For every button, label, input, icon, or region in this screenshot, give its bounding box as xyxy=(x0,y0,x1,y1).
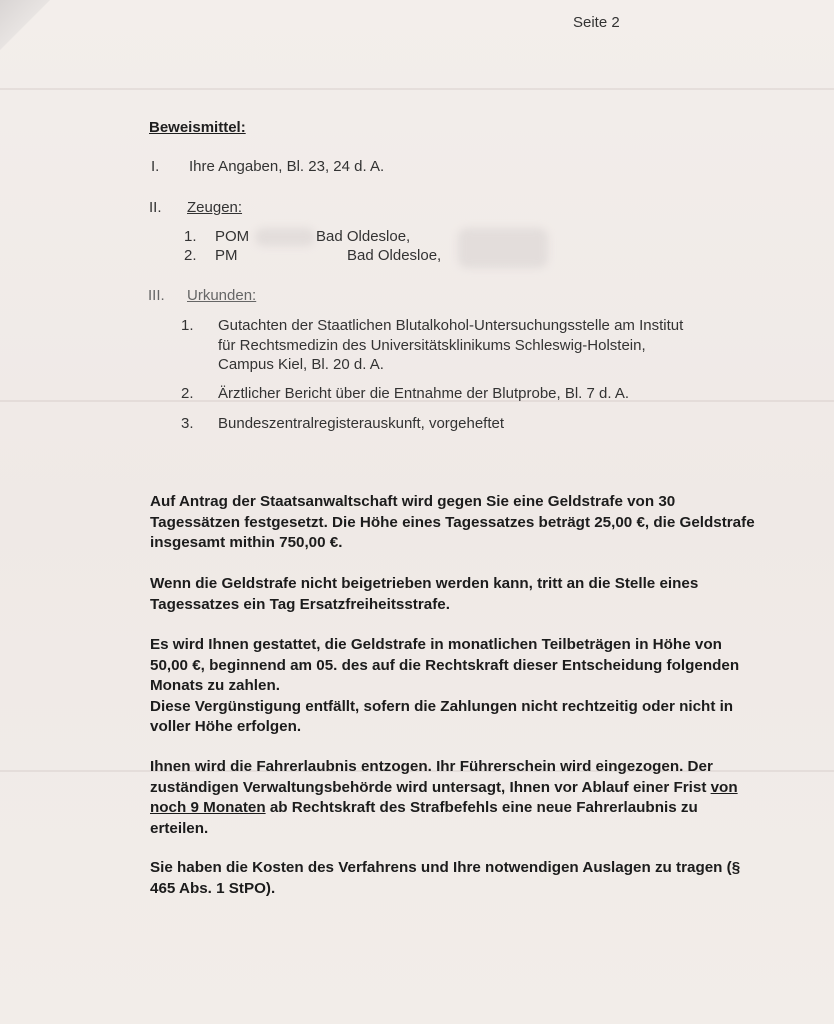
installments-paragraph xyxy=(150,635,760,738)
witness-number: 2. xyxy=(184,247,197,264)
witness-rank: PM xyxy=(215,247,238,264)
section-numeral: I. xyxy=(151,158,160,175)
document-item-text: Gutachten der Staatlichen Blutalkohol-Untersuchungsstelle am Institut xyxy=(218,317,684,334)
document-item-text: für Rechtsmedizin des Universitätsklinikums Schleswig-Holstein, xyxy=(218,336,646,354)
license-text: ab Rechtskraft des Strafbefehls eine neue Fahrerlaubnis zu erteilen. xyxy=(150,799,698,837)
evidence-heading: Beweismittel: xyxy=(149,119,246,136)
document-item xyxy=(181,316,683,375)
document-item-text: Bundeszentralregisterauskunft, vorgeheftet xyxy=(218,415,505,432)
document-item-number: 1. xyxy=(181,317,194,334)
license-text: Ihnen wird die Fahrerlaubnis entzogen. Ihr Führerschein wird eingezogen. Der zuständigen Verwaltungsbehörde wird untersagt, Ihnen vor Ablauf einer Frist xyxy=(150,758,713,796)
witnesses-title: Zeugen: xyxy=(187,199,243,216)
paper-fold-line xyxy=(0,88,834,90)
document-item-number: 2. xyxy=(181,385,194,402)
license-period: von noch 9 Monaten xyxy=(150,778,738,816)
document-item xyxy=(181,384,629,404)
witness-rank: POM xyxy=(215,228,250,245)
document-item-text: Campus Kiel, Bl. 20 d. A. xyxy=(218,356,384,373)
document-item-text: Ärztlicher Bericht über die Entnahme der Blutprobe, Bl. 7 d. A. xyxy=(218,385,630,402)
substitute-imprisonment-paragraph: Wenn die Geldstrafe nicht beigetrieben werden kann, tritt an die Stelle eines Tagessatzes ein Tag Ersatzfreiheitsstrafe. xyxy=(150,575,699,613)
fine-paragraph: Auf Antrag der Staatsanwaltschaft wird gegen Sie eine Geldstrafe von 30 Tagessätzen festgesetzt. Die Höhe eines Tagessatzes beträgt 25,00 €, die Geldstrafe insgesamt mithin 750,00 €. xyxy=(150,493,755,551)
installments-text: Es wird Ihnen gestattet, die Geldstrafe in monatlichen Teilbeträgen in Höhe von 50,00 €, beginnend am 05. des auf die Rechtskraft dieser Entscheidung folgenden Monats zu zahlen. xyxy=(150,636,740,694)
witness-place: Bad Oldesloe, xyxy=(316,228,411,245)
redacted-name xyxy=(255,228,315,246)
document-item-number: 3. xyxy=(181,415,194,432)
document-item xyxy=(181,414,504,434)
page-corner-fold xyxy=(0,0,60,50)
redacted-name xyxy=(458,228,548,268)
witness-place: Bad Oldesloe, xyxy=(347,247,442,264)
witness-number: 1. xyxy=(184,228,197,245)
installments-condition-text: Diese Vergünstigung entfällt, sofern die Zahlungen nicht rechtzeitig oder nicht in voller Höhe erfolgen. xyxy=(150,697,734,735)
section-numeral: III. xyxy=(148,287,165,304)
documents-title: Urkunden: xyxy=(187,287,257,304)
section-numeral: II. xyxy=(149,199,162,216)
costs-paragraph: Sie haben die Kosten des Verfahrens und Ihre notwendigen Auslagen zu tragen (§ 465 Abs. 1 StPO). xyxy=(150,859,741,897)
section-statement-text: Ihre Angaben, Bl. 23, 24 d. A. xyxy=(189,158,385,175)
page-number: Seite 2 xyxy=(573,14,620,31)
license-revocation-paragraph xyxy=(150,757,760,839)
